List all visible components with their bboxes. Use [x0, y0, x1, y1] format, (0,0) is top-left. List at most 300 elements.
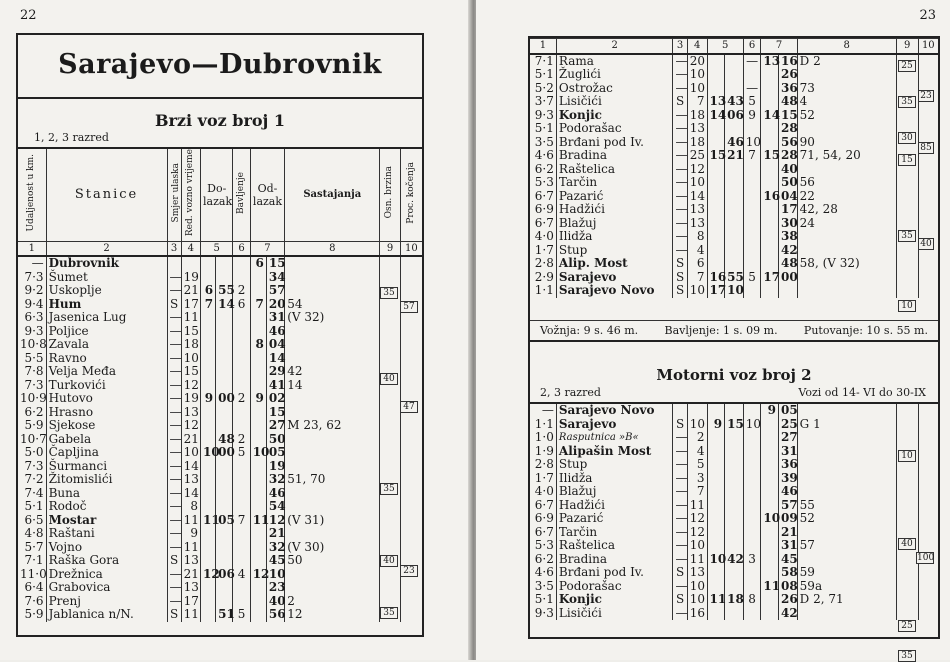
cell-arr-h [201, 608, 216, 622]
cell-dep-h [761, 472, 779, 486]
cell-km: 2·9 [534, 269, 554, 284]
cell-empty [380, 568, 401, 582]
cell-run: 17 [181, 595, 200, 609]
cell-dep-m: 45 [778, 553, 797, 567]
cell-dep-m: 39 [778, 472, 797, 486]
speed-label: 35 [898, 96, 916, 108]
cell-dep-m: 23 [266, 581, 284, 595]
cell-run: 10 [181, 352, 200, 366]
cell-arr-m [725, 485, 744, 499]
cell-meet: 90 [797, 136, 896, 150]
cell-dep-h: 10 [761, 512, 779, 526]
cell-run [687, 403, 707, 418]
cell-dir: — [167, 473, 181, 487]
cell-dep-m: 05 [266, 446, 284, 460]
speed-label: 30 [898, 132, 916, 144]
cell-empty [380, 271, 401, 285]
cell-station: Raška Gora [46, 554, 167, 568]
cell-dep-h [250, 406, 266, 420]
cell-dep-m: 29 [266, 365, 284, 379]
cell-empty [896, 485, 918, 499]
cell-station: Sarajevo Novo [556, 403, 673, 418]
cell-empty [918, 472, 938, 486]
cell-km: 9·3 [534, 107, 554, 122]
cell-dir: S [673, 284, 687, 298]
cell-arr-m [216, 554, 233, 568]
cell-meet [285, 581, 380, 595]
cell-empty [400, 500, 422, 514]
cell-station: Bradina [556, 149, 673, 163]
cell-dep-h: 16 [761, 190, 779, 204]
cell-meet [285, 527, 380, 541]
cell-stay: 10 [743, 418, 761, 432]
cell-empty [918, 593, 938, 607]
cell-stay: 10 [743, 136, 761, 150]
table-row [18, 554, 422, 568]
table-row [18, 325, 422, 339]
cell-arr-m [216, 311, 233, 325]
cell-arr-h [707, 431, 725, 445]
cell-empty [400, 487, 422, 501]
cell-run: 19 [181, 392, 200, 406]
table-row [530, 217, 938, 231]
cell-station: Stup [556, 458, 673, 472]
cell-arr-h [707, 499, 725, 513]
cell-station: Ostrožac [556, 82, 673, 96]
cell-arr-h: 14 [707, 109, 725, 123]
cell-km: 1·1 [534, 283, 554, 297]
cell-dir: — [673, 176, 687, 190]
cell-arr-m [216, 379, 233, 393]
cell-arr-m [216, 527, 233, 541]
cell-arr-h [201, 527, 216, 541]
cell-dep-h [250, 419, 266, 433]
cell-dep-h [761, 68, 779, 82]
cell-empty [896, 580, 918, 594]
table-row [18, 284, 422, 298]
cell-run: 11 [181, 311, 200, 325]
cell-dep-m: 38 [778, 230, 797, 244]
cell-dep-h [250, 487, 266, 501]
cell-km: 2·8 [534, 256, 554, 270]
cell-empty [896, 553, 918, 567]
cell-dir: — [167, 500, 181, 514]
cell-arr-m [216, 487, 233, 501]
cell-dir: — [167, 271, 181, 285]
cell-dep-m: 42 [778, 244, 797, 258]
page-number-left: 22 [20, 8, 37, 23]
cell-station: Šumet [46, 271, 167, 285]
cell-run: 16 [687, 607, 707, 621]
cell-dir: — [167, 379, 181, 393]
table-row [18, 271, 422, 285]
cell-empty [896, 607, 918, 621]
cell-km: 5·3 [534, 175, 554, 189]
speed-label: 40 [898, 538, 916, 550]
cell-dir: — [167, 284, 181, 298]
cell-dep-h [250, 554, 266, 568]
cell-dep-m: 42 [778, 607, 797, 621]
cell-station: Pazarić [556, 190, 673, 204]
cell-km: 9·4 [24, 296, 44, 311]
cell-stay [233, 460, 250, 474]
table-row [18, 311, 422, 325]
cell-km: 7·3 [24, 458, 44, 473]
cell-stay: 2 [233, 433, 250, 447]
table-row [530, 607, 938, 621]
table-row [530, 122, 938, 136]
cell-station: Bradina [556, 553, 673, 567]
route-title: Sarajevo—Dubrovnik [58, 49, 382, 80]
cell-station: Blažuj [556, 217, 673, 231]
cell-km: 7·1 [24, 553, 44, 568]
cell-meet [285, 406, 380, 420]
cell-empty [896, 418, 918, 432]
timetable-train1-continued [530, 38, 938, 298]
cell-arr-m: 06 [216, 568, 233, 582]
cell-empty [918, 445, 938, 459]
cell-arr-h [707, 539, 725, 553]
cell-stay [233, 527, 250, 541]
cell-arr-m [725, 512, 744, 526]
cell-empty [918, 271, 938, 285]
cell-arr-m [216, 338, 233, 352]
cell-dir: S [673, 593, 687, 607]
cell-meet [285, 338, 380, 352]
cell-stay: 4 [233, 568, 250, 582]
cell-stay: 7 [743, 149, 761, 163]
cell-empty [896, 203, 918, 217]
cell-run: 10 [687, 580, 707, 594]
col-number: 6 [743, 39, 761, 54]
cell-arr-h [201, 419, 216, 433]
summary-total: Putovanje: 10 s. 55 m. [803, 324, 928, 337]
cell-dir: — [673, 203, 687, 217]
cell-km: 7·3 [24, 377, 44, 392]
cell-empty [918, 607, 938, 621]
cell-km: 6·9 [534, 511, 554, 525]
cell-stay [233, 541, 250, 555]
table-row [530, 244, 938, 258]
brake-label: 23 [400, 565, 418, 577]
table-row [18, 514, 422, 528]
cell-km: 4·6 [534, 565, 554, 579]
cell-stay [743, 244, 761, 258]
cell-station: Vojno [46, 541, 167, 555]
cell-empty [400, 352, 422, 366]
cell-meet [797, 445, 896, 459]
cell-arr-h [707, 190, 725, 204]
col-number: 5 [707, 39, 743, 54]
cell-dep-h: 9 [761, 403, 779, 418]
table-row [530, 499, 938, 513]
cell-run: 13 [181, 581, 200, 595]
cell-stay [743, 122, 761, 136]
table-row [18, 608, 422, 622]
cell-dir: — [673, 458, 687, 472]
cell-meet [285, 325, 380, 339]
col-number: 3 [673, 39, 687, 54]
cell-dir: — [673, 122, 687, 136]
cell-dep-m: 02 [266, 392, 284, 406]
cell-meet: (V 32) [285, 311, 380, 325]
cell-dir: — [673, 244, 687, 258]
table-row [530, 109, 938, 123]
cell-empty [896, 284, 918, 298]
cell-meet: (V 31) [285, 514, 380, 528]
brake-label: 85 [918, 142, 934, 154]
cell-station: Tarčin [556, 176, 673, 190]
col-number: 7 [250, 241, 285, 256]
cell-dep-m: 28 [778, 122, 797, 136]
cell-run: 8 [687, 230, 707, 244]
cell-meet [285, 487, 380, 501]
divider [530, 320, 938, 321]
table-row [18, 581, 422, 595]
table-row [530, 203, 938, 217]
cell-station: Sarajevo Novo [556, 284, 673, 298]
cell-run: 13 [181, 473, 200, 487]
table-row [530, 431, 938, 445]
table-row [18, 256, 422, 271]
cell-run: 17 [181, 298, 200, 312]
cell-dep-h [761, 257, 779, 271]
cell-meet [285, 500, 380, 514]
cell-empty [918, 163, 938, 177]
cell-arr-h [707, 485, 725, 499]
cell-dir: — [167, 325, 181, 339]
cell-dep-h [250, 473, 266, 487]
cell-run: 2 [687, 431, 707, 445]
cell-arr-h [201, 541, 216, 555]
cell-arr-h [707, 136, 725, 150]
cell-station: Raštani [46, 527, 167, 541]
cell-station: Šurmanci [46, 460, 167, 474]
table-row [530, 580, 938, 594]
cell-arr-m [725, 499, 744, 513]
cell-dir: — [167, 419, 181, 433]
col-number: 7 [761, 39, 797, 54]
cell-dep-h [250, 271, 266, 285]
cell-km: 1·0 [534, 430, 554, 444]
cell-station: Jablanica n/N. [46, 608, 167, 622]
cell-meet: 58, (V 32) [797, 257, 896, 271]
cell-dep-m: 54 [266, 500, 284, 514]
col-number: 1 [18, 241, 46, 256]
cell-dir: — [673, 163, 687, 177]
cell-arr-h [201, 500, 216, 514]
cell-km: 10·9 [20, 391, 47, 406]
cell-meet: 50 [285, 554, 380, 568]
cell-arr-h [201, 487, 216, 501]
cell-stay [743, 445, 761, 459]
cell-stay [743, 203, 761, 217]
cell-dir: — [673, 190, 687, 204]
cell-dir: — [673, 580, 687, 594]
table-row [18, 568, 422, 582]
cell-dep-h [250, 500, 266, 514]
cell-dep-m [778, 284, 797, 298]
cell-meet [285, 271, 380, 285]
cell-arr-h: 9 [201, 392, 216, 406]
cell-run: 21 [181, 433, 200, 447]
cell-arr-h: 7 [201, 298, 216, 312]
table-row [530, 445, 938, 459]
cell-run: 10 [181, 446, 200, 460]
cell-arr-m: 15 [725, 418, 744, 432]
cell-stay: 6 [233, 298, 250, 312]
cell-run: 12 [687, 163, 707, 177]
cell-dep-m: 50 [266, 433, 284, 447]
table-row [530, 418, 938, 432]
cell-run: 25 [687, 149, 707, 163]
cell-run: 18 [181, 338, 200, 352]
cell-station: Hutovo [46, 392, 167, 406]
cell-arr-m: 42 [725, 553, 744, 567]
cell-meet: 51, 70 [285, 473, 380, 487]
cell-dir: S [673, 271, 687, 285]
cell-run: 10 [687, 593, 707, 607]
cell-dir: — [167, 446, 181, 460]
cell-empty [400, 433, 422, 447]
cell-stay [743, 458, 761, 472]
cell-dep-h [761, 244, 779, 258]
cell-arr-h: 15 [707, 149, 725, 163]
cell-dir: — [673, 136, 687, 150]
cell-empty [380, 433, 401, 447]
cell-arr-m: 55 [725, 271, 744, 285]
cell-meet [797, 431, 896, 445]
cell-dir: — [167, 568, 181, 582]
table-row [530, 553, 938, 567]
cell-km: 7·8 [24, 364, 44, 379]
col-number: 4 [687, 39, 707, 54]
cell-empty [918, 109, 938, 123]
cell-km: 1·9 [534, 443, 554, 458]
cell-dep-h [761, 136, 779, 150]
cell-dep-m: 20 [266, 298, 284, 312]
cell-run: 13 [687, 203, 707, 217]
cell-arr-h [707, 82, 725, 96]
cell-km: 7·4 [24, 485, 44, 500]
cell-station: Podorašac [556, 122, 673, 136]
cell-dir: — [167, 311, 181, 325]
cell-run: 6 [687, 257, 707, 271]
cell-empty [400, 284, 422, 298]
cell-dep-m: 15 [266, 256, 284, 271]
cell-meet [285, 433, 380, 447]
col-number: 5 [201, 241, 233, 256]
col-number: 2 [46, 241, 167, 256]
cell-empty [918, 566, 938, 580]
col-number: 10 [918, 39, 938, 54]
cell-stay: 7 [233, 514, 250, 528]
cell-arr-h [201, 311, 216, 325]
cell-dep-m: 21 [778, 526, 797, 540]
cell-arr-m: 18 [725, 593, 744, 607]
cell-empty [918, 526, 938, 540]
cell-arr-h [707, 230, 725, 244]
cell-dep-m: 28 [778, 149, 797, 163]
cell-station: Sarajevo [556, 418, 673, 432]
cell-stay: 3 [743, 553, 761, 567]
cell-arr-h: 12 [201, 568, 216, 582]
cell-meet [797, 458, 896, 472]
cell-empty [918, 512, 938, 526]
cell-arr-h: 17 [707, 284, 725, 298]
cell-empty [400, 311, 422, 325]
cell-arr-h [707, 580, 725, 594]
col-number: 9 [896, 39, 918, 54]
cell-empty [400, 541, 422, 555]
cell-km: 6·2 [534, 551, 554, 566]
cell-dep-m: 31 [778, 539, 797, 553]
speed-label: 15 [898, 154, 916, 166]
timetable-frame-left [16, 33, 424, 637]
cell-run: 12 [181, 379, 200, 393]
cell-empty [918, 284, 938, 298]
cell-meet: 24 [797, 217, 896, 231]
cell-run: 20 [687, 54, 707, 69]
cell-arr-m [725, 607, 744, 621]
cell-dep-h [761, 122, 779, 136]
cell-stay [233, 554, 250, 568]
cell-meet [797, 244, 896, 258]
cell-meet: M 23, 62 [285, 419, 380, 433]
cell-arr-h [201, 595, 216, 609]
cell-meet [285, 446, 380, 460]
cell-stay: 5 [743, 95, 761, 109]
table-row [530, 190, 938, 204]
cell-arr-h [201, 256, 216, 271]
cell-arr-m [725, 431, 744, 445]
cell-meet [797, 68, 896, 82]
cell-station: Buna [46, 487, 167, 501]
cell-run: 14 [181, 487, 200, 501]
speed-label: 35 [380, 607, 398, 619]
cell-stay [743, 284, 761, 298]
cell-meet: 4 [797, 95, 896, 109]
table-row [18, 338, 422, 352]
header-stations: Stanice [46, 148, 167, 241]
cell-stay [743, 526, 761, 540]
cell-arr-h: 13 [707, 95, 725, 109]
header-stay: Bavljenje [236, 171, 247, 214]
cell-km: 3·5 [534, 134, 554, 149]
cell-dep-h: 14 [761, 109, 779, 123]
cell-meet [285, 568, 380, 582]
cell-km: 6·7 [534, 215, 554, 230]
col-number: 4 [181, 241, 200, 256]
cell-arr-m [725, 122, 744, 136]
cell-km: 5·1 [534, 67, 554, 81]
train1-summary [530, 324, 938, 337]
table-row [530, 472, 938, 486]
cell-meet [797, 607, 896, 621]
cell-meet: 42 [285, 365, 380, 379]
table-row [530, 566, 938, 580]
cell-arr-h: 9 [707, 418, 725, 432]
table-row [530, 485, 938, 499]
cell-arr-m: 48 [216, 433, 233, 447]
cell-arr-h: 10 [707, 553, 725, 567]
cell-meet: 52 [797, 512, 896, 526]
cell-arr-h [201, 325, 216, 339]
cell-stay: 5 [743, 271, 761, 285]
cell-meet: 14 [285, 379, 380, 393]
cell-km: 5·9 [24, 418, 44, 433]
cell-arr-h [201, 473, 216, 487]
